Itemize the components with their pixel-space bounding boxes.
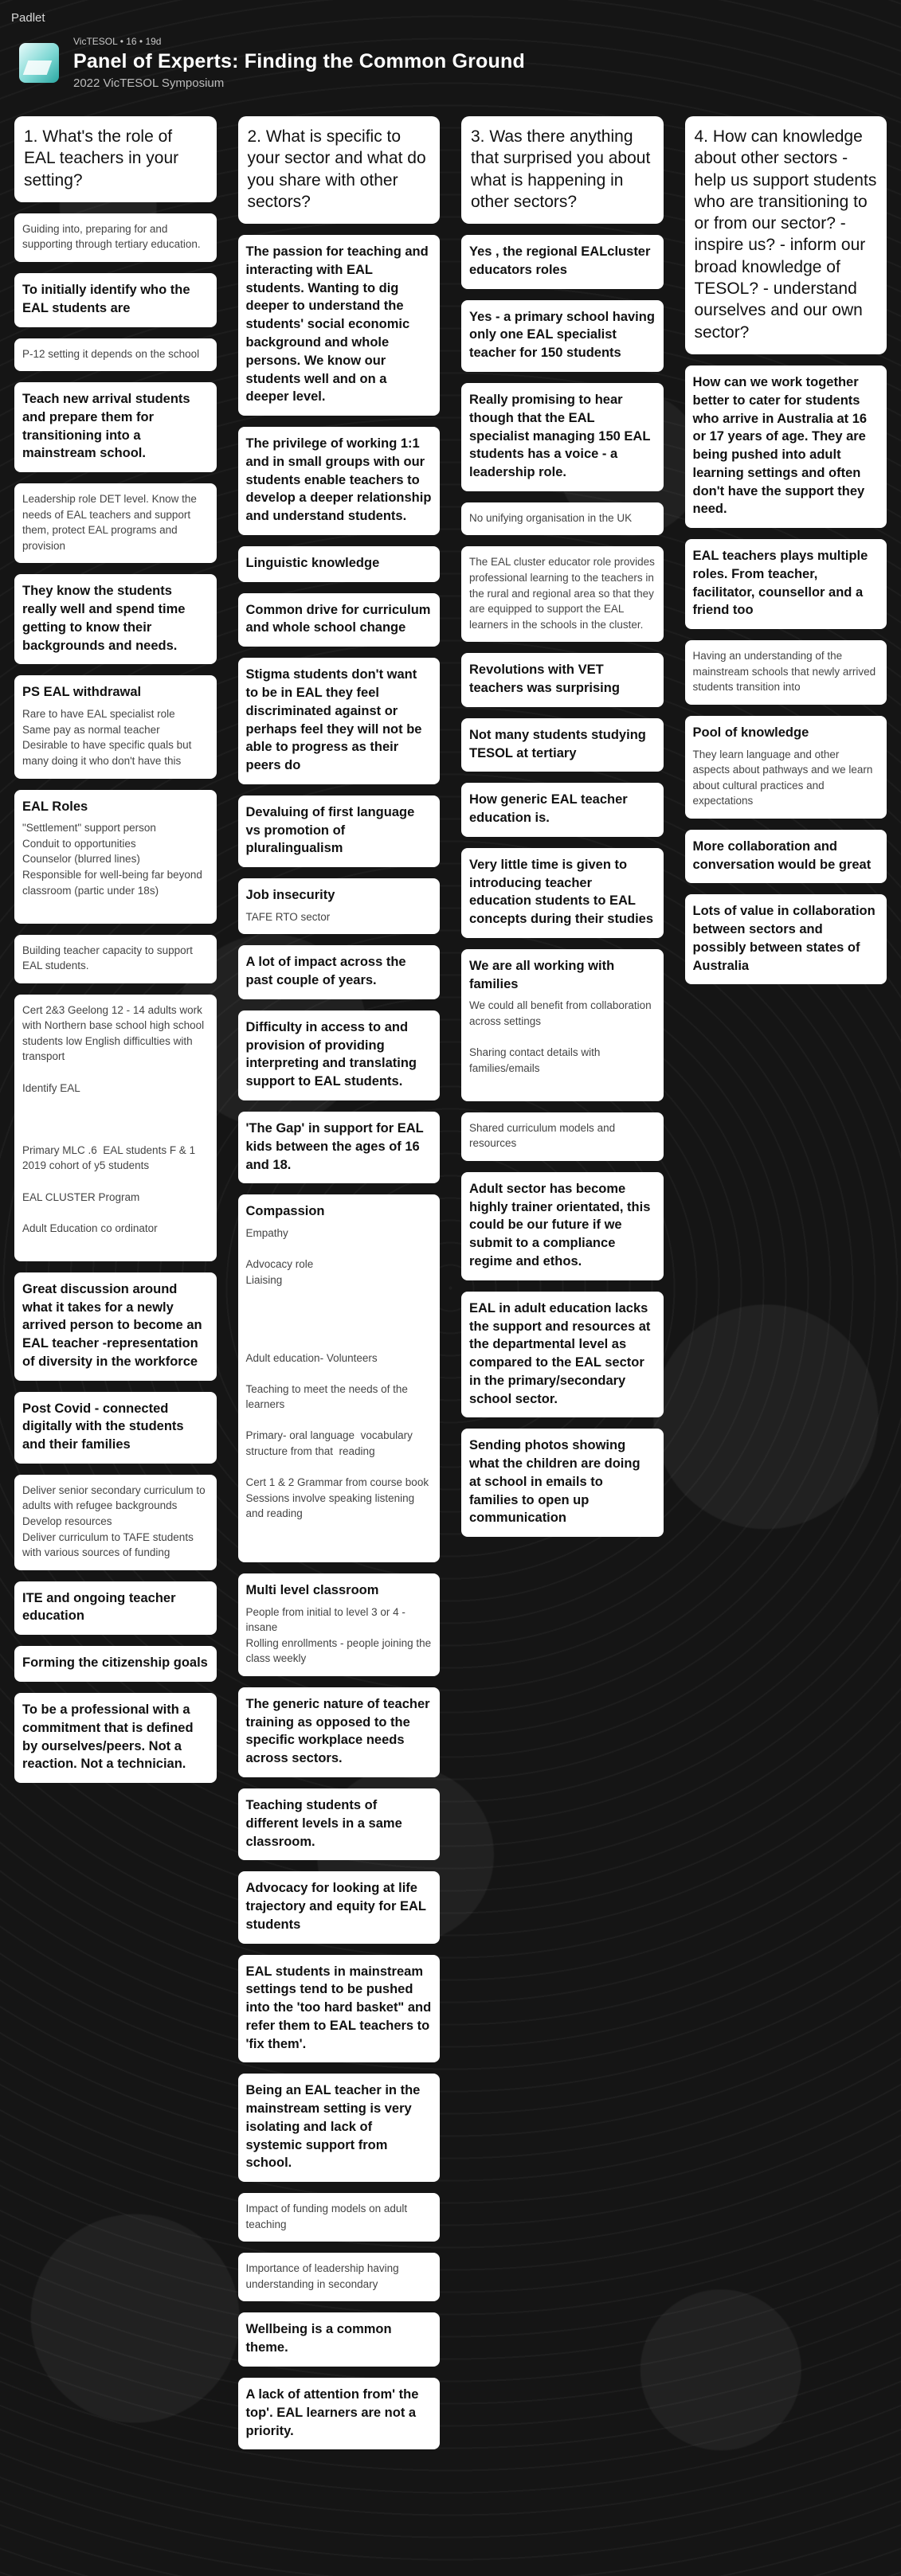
post-body: Rare to have EAL specialist role Same pay as normal teacher Desirable to have specific quals but many doing it who don't have this: [22, 708, 192, 767]
post-card[interactable]: [14, 995, 217, 1261]
post-subject: Multi level classroom: [245, 1582, 379, 1597]
post-subject: The generic nature of teacher training as opposed to the specific workplace needs across sectors.: [245, 1696, 430, 1766]
post-card[interactable]: [461, 1292, 664, 1418]
post-subject: A lack of attention from' the top'. EAL learners are not a priority.: [245, 2387, 419, 2438]
post-card[interactable]: [685, 716, 887, 819]
post-card[interactable]: [14, 1475, 217, 1570]
section-heading[interactable]: 3. Was there anything that surprised you about what is happening in other sectors?: [461, 116, 664, 224]
post-body: P-12 setting it depends on the school: [22, 347, 200, 360]
post-card[interactable]: [14, 574, 217, 664]
post-subject: More collaboration and conversation would be great: [692, 838, 872, 872]
post-subject: To initially identify who the EAL students are: [22, 283, 190, 315]
post-card[interactable]: [461, 1429, 664, 1537]
post-subject: Linguistic knowledge: [245, 555, 380, 570]
post-card[interactable]: [238, 427, 441, 535]
post-subject: Not many students studying TESOL at tertiary: [469, 727, 646, 760]
post-card[interactable]: [14, 675, 217, 778]
post-subject: Sending photos showing what the children are doing at school in emails to families to open up communication: [469, 1438, 640, 1526]
post-card[interactable]: [238, 2253, 441, 2301]
post-subject: Lots of value in collaboration between sectors and possibly between states of Australia: [692, 904, 876, 973]
post-body: The EAL cluster educator role provides professional learning to the teachers in the rural and regional area so that they are equipped to support the EAL learners in the schools in the cluster.: [469, 556, 658, 631]
post-subject: Common drive for curriculum and whole school change: [245, 602, 431, 635]
section-heading[interactable]: 4. How can knowledge about other sectors - help us support students who are transitioning to or from our sector? - inspire us? - inform our broad knowledge of TESOL? - understand ourselves and our own sector?: [685, 116, 887, 354]
post-card[interactable]: [685, 830, 887, 884]
post-body: Building teacher capacity to support EAL students.: [22, 944, 196, 972]
post-card[interactable]: [238, 1010, 441, 1100]
section-heading[interactable]: 2. What is specific to your sector and what do you share with other sectors?: [238, 116, 441, 224]
post-card[interactable]: [461, 1172, 664, 1280]
post-body: People from initial to level 3 or 4 - insane Rolling enrollments - people joining the class weekly: [245, 1605, 432, 1665]
section-column-1: [14, 116, 217, 1783]
post-subject: Devaluing of first language vs promotion of pluralingualism: [245, 804, 415, 856]
post-card[interactable]: [14, 382, 217, 472]
board-subtitle: 2022 VicTESOL Symposium: [73, 76, 225, 90]
post-card[interactable]: [461, 718, 664, 772]
section-column-4: [685, 116, 887, 984]
page-title: Panel of Experts: Finding the Common Ground: [73, 50, 525, 72]
post-body: Having an understanding of the mainstream schools that newly arrived students transition into: [692, 650, 879, 694]
post-subject: Wellbeing is a common theme.: [245, 2322, 392, 2355]
post-body: Guiding into, preparing for and supporting through tertiary education.: [22, 222, 201, 251]
post-card[interactable]: [14, 1392, 217, 1464]
post-subject: We are all working with families: [469, 958, 615, 991]
section-column-3: [461, 116, 664, 1537]
post-body: We could all benefit from collaboration across settings Sharing contact details with families/emails: [469, 999, 652, 1074]
post-card[interactable]: [238, 1573, 441, 1676]
post-subject: Great discussion around what it takes for a newly arrived person to become an EAL teacher -representation of diversity in the workforce: [22, 1281, 202, 1369]
post-card[interactable]: [685, 539, 887, 629]
post-card[interactable]: [461, 546, 664, 642]
post-card[interactable]: [238, 1871, 441, 1943]
post-body: Deliver senior secondary curriculum to adults with refugee backgrounds Develop resources Deliver curriculum to TAFE students with various sources of funding: [22, 1483, 206, 1559]
post-card[interactable]: [238, 2312, 441, 2367]
section-column-2: [238, 116, 441, 2449]
post-body: Shared curriculum models and resources: [469, 1121, 618, 1150]
post-body: TAFE RTO sector: [245, 910, 331, 923]
post-body: Empathy Advocacy role Liaising Adult education- Volunteers Teaching to meet the needs of the learners Primary- oral language vocabulary structure from that reading Cert 1 & 2 Grammar from course book Sessions involve speaking listening and reading: [245, 1227, 429, 1520]
post-card[interactable]: [14, 213, 217, 262]
post-subject: How can we work together better to cater for students who arrive in Australia at 16 or 17 years of age. They are being pushed into adult learning settings and often don't have the support they need.: [692, 374, 868, 517]
post-body: "Settlement" support person Conduit to opportunities Counselor (blurred lines) Responsible for well-being far beyond classroom (partic under 18s): [22, 822, 202, 897]
post-body: Leadership role DET level. Know the needs of EAL teachers and support them, protect EAL programs and provision: [22, 493, 200, 552]
post-card[interactable]: [14, 338, 217, 372]
section-heading[interactable]: 1. What's the role of EAL teachers in your setting?: [14, 116, 217, 202]
post-card[interactable]: [14, 483, 217, 563]
post-card[interactable]: [238, 1194, 441, 1562]
post-card[interactable]: [238, 878, 441, 934]
post-subject: Job insecurity: [245, 888, 335, 903]
post-card[interactable]: [14, 1646, 217, 1682]
post-card[interactable]: [238, 2193, 441, 2242]
post-subject: Forming the citizenship goals: [22, 1655, 208, 1671]
post-subject: EAL teachers plays multiple roles. From teacher, facilitator, counsellor and a friend too: [692, 549, 868, 618]
board-columns: [14, 116, 887, 2449]
post-subject: 'The Gap' in support for EAL kids between the ages of 16 and 18.: [245, 1121, 424, 1172]
post-body: Impact of funding models on adult teaching: [245, 2203, 410, 2230]
post-subject: Teaching students of different levels in a same classroom.: [245, 1797, 402, 1849]
post-subject: Adult sector has become highly trainer orientated, this could be our future if we submit to a compliance regime and ethos.: [469, 1181, 651, 1268]
post-card[interactable]: [238, 1687, 441, 1777]
post-subject: Difficulty in access to and provision of providing interpreting and translating support to EAL students.: [245, 1019, 417, 1089]
post-card[interactable]: [14, 1693, 217, 1783]
post-card[interactable]: [238, 1788, 441, 1860]
post-card[interactable]: [461, 300, 664, 372]
post-subject: Advocacy for looking at life trajectory and equity for EAL students: [245, 1881, 426, 1932]
post-card[interactable]: [238, 1955, 441, 2063]
post-card[interactable]: [238, 795, 441, 867]
post-card[interactable]: [461, 235, 664, 289]
post-body: Cert 2&3 Geelong 12 - 14 adults work with Northern base school high school students low English difficulties with transport Identify EAL Primary MLC .6 EAL students F & 1 2019 cohort of y5 students EAL CLUSTER Program Adult Education co ordinator: [22, 1003, 205, 1234]
post-subject: Being an EAL teacher in the mainstream setting is very isolating and lack of systemic support from school.: [245, 2083, 421, 2171]
post-card[interactable]: [238, 1112, 441, 1183]
post-card[interactable]: [14, 273, 217, 327]
post-subject: Very little time is given to introducing teacher education students to EAL concepts during their studies: [469, 857, 654, 927]
post-card[interactable]: [461, 502, 664, 536]
post-subject: PS EAL withdrawal: [22, 685, 142, 700]
post-card[interactable]: [14, 1272, 217, 1381]
post-subject: Yes - a primary school having only one EAL specialist teacher for 150 students: [469, 309, 655, 361]
post-card[interactable]: [461, 653, 664, 707]
post-subject: The privilege of working 1:1 and in small groups with our students enable teachers to develop a deeper relationship and understand students.: [245, 436, 432, 524]
post-card[interactable]: [238, 2074, 441, 2182]
board-meta: VicTESOL • 16 • 19d: [73, 36, 162, 47]
post-subject: EAL students in mainstream settings tend to be pushed into the 'too hard basket" and refer them to EAL teachers to 'fix them'.: [245, 1964, 432, 2051]
post-subject: Yes , the regional EALcluster educators roles: [469, 244, 651, 277]
post-card[interactable]: [238, 2378, 441, 2449]
board-titles: [73, 36, 525, 90]
post-subject: The passion for teaching and interacting with EAL students. Wanting to dig deeper to understand the students' social economic background and whole persons. We know our students well and on a deeper level.: [245, 244, 429, 405]
post-subject: EAL in adult education lacks the support and resources at the departmental level as compared to the EAL sector in the primary/secondary school sector.: [469, 1300, 651, 1406]
post-card[interactable]: [461, 783, 664, 837]
post-subject: Post Covid - connected digitally with the students and their families: [22, 1401, 184, 1452]
post-subject: They know the students really well and spend time getting to know their backgrounds and needs.: [22, 584, 186, 653]
post-subject: Revolutions with VET teachers was surprising: [469, 663, 620, 695]
post-subject: A lot of impact across the past couple of years.: [245, 955, 406, 988]
post-card[interactable]: [238, 945, 441, 999]
post-body: They learn language and other aspects about pathways and we learn about cultural practices and expectations: [692, 748, 876, 807]
post-card[interactable]: [461, 848, 664, 938]
board-header: [19, 35, 525, 91]
padlet-brand[interactable]: Padlet: [11, 11, 45, 25]
post-subject: Compassion: [245, 1204, 325, 1219]
post-subject: How generic EAL teacher education is.: [469, 792, 628, 826]
post-subject: EAL Roles: [22, 799, 88, 814]
post-card[interactable]: [685, 640, 887, 705]
post-subject: Teach new arrival students and prepare them for transitioning into a mainstream school.: [22, 392, 190, 461]
post-subject: Stigma students don't want to be in EAL they feel discriminated against or perhaps feel they will not be able to progress as their peers do: [245, 667, 422, 773]
post-subject: Pool of knowledge: [692, 725, 809, 740]
post-body: No unifying organisation in the UK: [469, 511, 633, 524]
board-logo-icon: [19, 43, 59, 83]
post-card[interactable]: [238, 593, 441, 647]
post-card[interactable]: [14, 935, 217, 983]
post-card[interactable]: [685, 894, 887, 984]
post-subject: Really promising to hear though that the EAL specialist managing 150 EAL students has a voice - a leadership role.: [469, 393, 651, 480]
post-card[interactable]: [461, 949, 664, 1101]
post-card[interactable]: [238, 235, 441, 416]
post-subject: ITE and ongoing teacher education: [22, 1590, 176, 1624]
post-card[interactable]: [238, 658, 441, 784]
post-card[interactable]: [461, 383, 664, 491]
post-body: Importance of leadership having understanding in secondary: [245, 2262, 402, 2290]
post-card[interactable]: [14, 1581, 217, 1636]
post-subject: To be a professional with a commitment that is defined by ourselves/peers. Not a reaction. Not a technician.: [22, 1702, 194, 1772]
post-card[interactable]: [14, 790, 217, 924]
post-card[interactable]: [461, 1112, 664, 1161]
post-card[interactable]: [238, 546, 441, 582]
post-card[interactable]: [685, 365, 887, 528]
